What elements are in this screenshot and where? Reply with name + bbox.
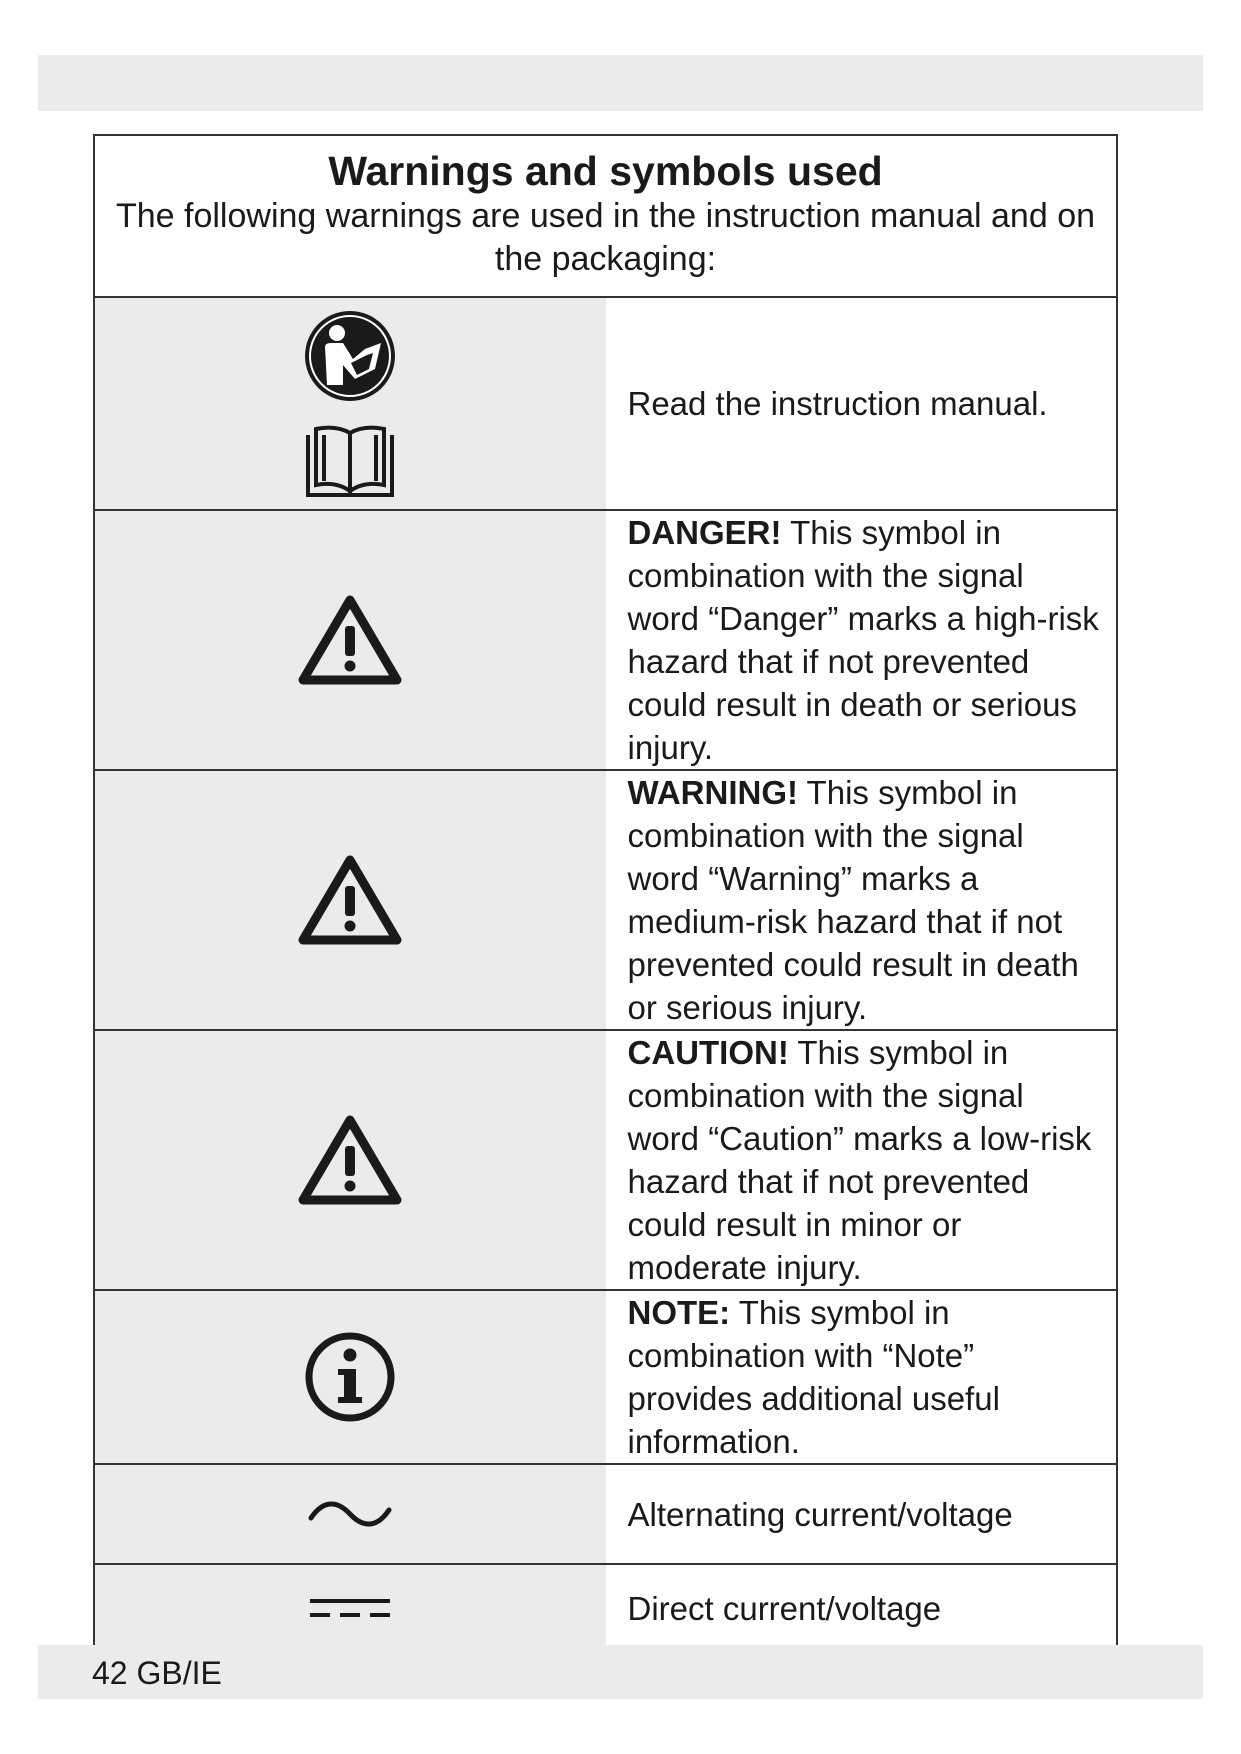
signal-word-note: NOTE:	[627, 1294, 731, 1331]
row-text-cell	[606, 1030, 1118, 1290]
icon-cell	[94, 510, 606, 770]
open-book-icon	[302, 421, 398, 499]
row-text: This symbol in combination with “Note” provides additional useful information.	[627, 1294, 1000, 1460]
row-text: This symbol in combination with the signal word “Danger” marks a high-risk hazard that if not prevented could result in death or serious injury.	[627, 514, 1099, 766]
icon-cell	[94, 1564, 606, 1652]
table-row	[94, 297, 1117, 510]
row-text-cell	[606, 510, 1118, 770]
table-row	[94, 510, 1117, 770]
warning-triangle-icon	[297, 1114, 403, 1206]
row-text: Alternating current/voltage	[627, 1495, 1013, 1533]
row-text-cell	[606, 297, 1118, 510]
table-row	[94, 1030, 1117, 1290]
table-row	[94, 1290, 1117, 1464]
row-text: Read the instruction manual.	[627, 385, 1048, 422]
table-title: Warnings and symbols used	[328, 148, 883, 194]
read-manual-person-icon	[303, 309, 397, 403]
table-row	[94, 1564, 1117, 1652]
info-icon	[304, 1331, 396, 1423]
signal-word-warning: WARNING!	[627, 774, 798, 811]
top-band	[38, 55, 1203, 111]
icon-cell	[94, 1464, 606, 1564]
signal-word-danger: DANGER!	[627, 514, 782, 551]
warning-triangle-icon	[297, 854, 403, 946]
row-text: This symbol in combination with the signal word “Warning” marks a medium-risk hazard that if not prevented could result in death or serious injury.	[627, 774, 1079, 1026]
page-number: 42 GB/IE	[92, 1655, 222, 1691]
icon-cell	[94, 1290, 606, 1464]
row-text: Direct current/voltage	[627, 1589, 942, 1627]
header-cell	[94, 135, 1117, 297]
row-text-cell	[606, 770, 1118, 1030]
alternating-current-icon	[305, 1494, 395, 1534]
row-text-cell	[606, 1564, 1118, 1652]
icon-cell	[94, 1030, 606, 1290]
icon-cell	[94, 770, 606, 1030]
table-subtitle: The following warnings are used in the instruction manual and on the packaging:	[115, 197, 1096, 278]
row-text-cell	[606, 1464, 1118, 1564]
table-header-row	[94, 135, 1117, 297]
warnings-symbols-table	[93, 134, 1118, 1653]
row-text: This symbol in combination with the signal word “Caution” marks a low-risk hazard that if not prevented could result in minor or moderate injury.	[627, 1034, 1092, 1286]
table-row	[94, 770, 1117, 1030]
table-row	[94, 1464, 1117, 1564]
warning-triangle-icon	[297, 594, 403, 686]
icon-cell	[94, 297, 606, 510]
row-text-cell	[606, 1290, 1118, 1464]
direct-current-icon	[308, 1593, 392, 1623]
signal-word-caution: CAUTION!	[627, 1034, 789, 1071]
